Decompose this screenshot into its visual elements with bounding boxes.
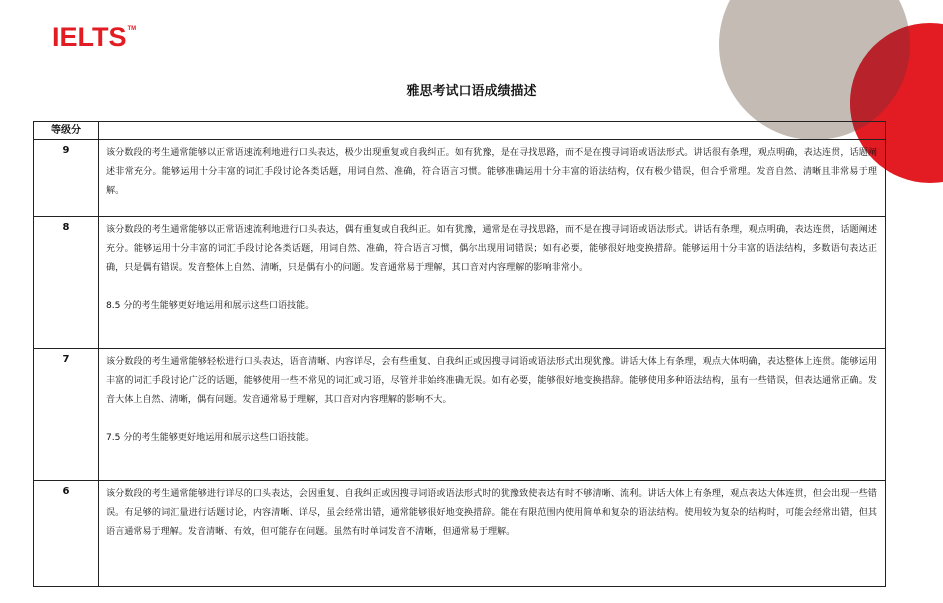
table-row-band-9 [34, 140, 886, 217]
half-band-note: 8.5 分的考生能够更好地运用和展示这些口语技能。 [106, 301, 315, 311]
band-description-text: 该分数段的考生通常能够进行详尽的口头表达，会因重复、自我纠正或因搜寻词语或语法形式时的犹豫致使表达有时不够清晰、流利。讲话大体上有条理，观点表达大体连贯，但会出现一些错误。有足够的词汇量进行话题讨论，内容清晰、详尽，虽会经常出错，通常能够很好地变换措辞。能在有限范围内使用简单和复杂的语法结构。使用较为复杂的结构时，可能会经常出错，但其语言通常易于理解。发音清晰、有效，但可能存在问题。虽然有时单词发音不清晰，但通常易于理解。 [106, 489, 877, 537]
header-description [99, 122, 886, 140]
header-band-level: 等级分 [34, 122, 99, 140]
band-description-text: 该分数段的考生通常能够以正常语速流利地进行口头表达，极少出现重复或自我纠正。如有犹豫，是在寻找思路，而不是在搜寻词语或语法形式。讲话很有条理，观点明确，表达连贯，话题阐述非常充分。能够运用十分丰富的词汇手段讨论各类话题，用词自然、准确，符合语言习惯。能够准确运用十分丰富的语法结构，仅有极少错误，但合乎常理。发音自然、清晰且非常易于理解。 [106, 148, 877, 196]
band-description-text: 该分数段的考生通常能够以正常语速流利地进行口头表达，偶有重复或自我纠正。如有犹豫，通常是在寻找思路，而不是在搜寻词语或语法形式。讲话有条理，观点明确，表达连贯，话题阐述充分。能够运用十分丰富的词汇手段讨论各类话题，用词自然、准确，符合语言习惯，偶尔出现用词错误；如有必要，能够很好地变换措辞。能够运用十分丰富的语法结构，多数语句表达正确，只是偶有错误。发音整体上自然、清晰，只是偶有小的问题。发音通常易于理解，其口音对内容理解的影响非常小。 [106, 225, 877, 273]
band-level-cell: 9 [34, 140, 99, 217]
band-description-cell [99, 217, 886, 349]
band-description-text: 该分数段的考生通常能够轻松进行口头表达，语音清晰、内容详尽，会有些重复、自我纠正或因搜寻词语或语法形式出现犹豫。讲话大体上有条理，观点大体明确，表达整体上连贯。能够运用丰富的词汇手段讨论广泛的话题，能够使用一些不常见的词汇或习语，尽管并非始终准确无误。如有必要，能够很好地变换措辞。能够使用多种语法结构，虽有一些错误，但表达通常正确。发音大体上自然、清晰，偶有问题。发音通常易于理解，其口音对内容理解的影响不大。 [106, 357, 877, 405]
band-level-cell: 7 [34, 349, 99, 481]
band-level-cell: 8 [34, 217, 99, 349]
ielts-logo [52, 24, 135, 51]
table-row-band-8 [34, 217, 886, 349]
band-description-cell [99, 349, 886, 481]
table-row-band-6 [34, 481, 886, 587]
band-description-cell [99, 481, 886, 587]
page-title: 雅思考试口语成绩描述 [406, 84, 537, 99]
table-row-band-7 [34, 349, 886, 481]
logo-trademark: TM [127, 26, 137, 32]
half-band-note: 7.5 分的考生能够更好地运用和展示这些口语技能。 [106, 433, 315, 443]
band-description-cell [99, 140, 886, 217]
decorative-circle-overlap [719, 0, 910, 140]
speaking-band-descriptors-table [33, 121, 886, 587]
table-header-row [34, 122, 886, 140]
band-level-cell: 6 [34, 481, 99, 587]
logo-text: IELTS [52, 22, 127, 52]
